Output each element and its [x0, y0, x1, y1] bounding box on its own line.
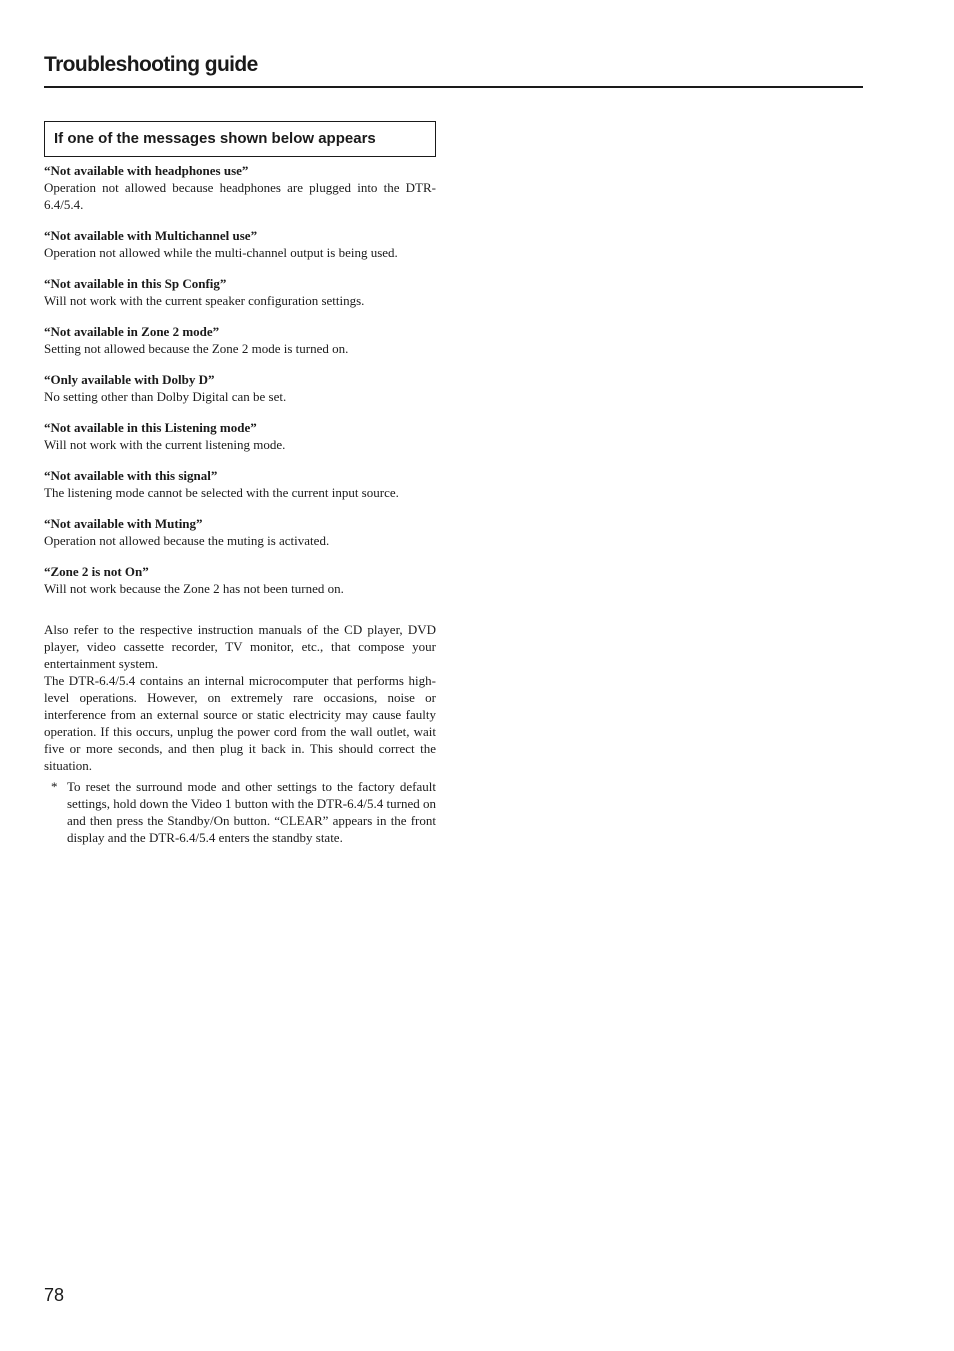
- message-description: Operation not allowed while the multi-channel output is being used.: [44, 245, 398, 260]
- message-description: Operation not allowed because the muting is activated.: [44, 533, 330, 548]
- page-number: 78: [44, 1285, 65, 1305]
- reference-paragraph: Also refer to the respective instruction manuals of the CD player, DVD player, video cassette recorder, TV monitor, etc., that compose your entertainment system.: [44, 622, 436, 671]
- message-item: [44, 563, 436, 597]
- message-item: [44, 371, 436, 405]
- message-title: “Zone 2 is not On”: [44, 564, 149, 579]
- message-title: “Not available in this Listening mode”: [44, 420, 257, 435]
- message-description: Will not work with the current speaker configuration settings.: [44, 293, 365, 308]
- message-title: “Not available in Zone 2 mode”: [44, 324, 220, 339]
- message-title: “Not available with Multichannel use”: [44, 228, 258, 243]
- page-title: Troubleshooting guide: [44, 53, 258, 76]
- microcomputer-paragraph: The DTR-6.4/5.4 contains an internal microcomputer that performs high-level operations. However, on extremely rare occasions, noise or interference from an external source or static electricity may cause faulty operation. If this occurs, unplug the power cord from the wall outlet, wait five or more seconds, and then plug it back in. This should correct the situation.: [44, 673, 436, 773]
- message-item: [44, 275, 436, 309]
- message-title: “Not available with headphones use”: [44, 163, 249, 178]
- message-description: Setting not allowed because the Zone 2 mode is turned on.: [44, 341, 349, 356]
- section-heading: If one of the messages shown below appears: [54, 130, 376, 147]
- message-description: No setting other than Dolby Digital can be set.: [44, 389, 287, 404]
- section-heading-box: [44, 121, 436, 157]
- title-divider: [44, 86, 863, 88]
- message-title: “Not available with this signal”: [44, 468, 218, 483]
- message-item: [44, 467, 436, 501]
- message-description: Will not work with the current listening mode.: [44, 437, 286, 452]
- note-asterisk: *: [51, 779, 58, 794]
- message-title: “Only available with Dolby D”: [44, 372, 215, 387]
- message-item: [44, 227, 436, 261]
- message-description: The listening mode cannot be selected with the current input source.: [44, 485, 399, 500]
- message-description: Will not work because the Zone 2 has not been turned on.: [44, 581, 344, 596]
- message-item: [44, 323, 436, 357]
- message-item: [44, 419, 436, 453]
- message-item: [44, 515, 436, 549]
- message-title: “Not available in this Sp Config”: [44, 276, 227, 291]
- reset-note: [44, 778, 436, 846]
- message-item: [44, 162, 436, 213]
- reset-note-text: To reset the surround mode and other settings to the factory default settings, hold down the Video 1 button with the DTR-6.4/5.4 turned on and then press the Standby/On button. “CLEAR” appears in the front display and the DTR-6.4/5.4 enters the standby state.: [67, 779, 436, 845]
- content-column: [44, 121, 436, 846]
- message-title: “Not available with Muting”: [44, 516, 203, 531]
- message-description: Operation not allowed because headphones are plugged into the DTR-6.4/5.4.: [44, 180, 436, 212]
